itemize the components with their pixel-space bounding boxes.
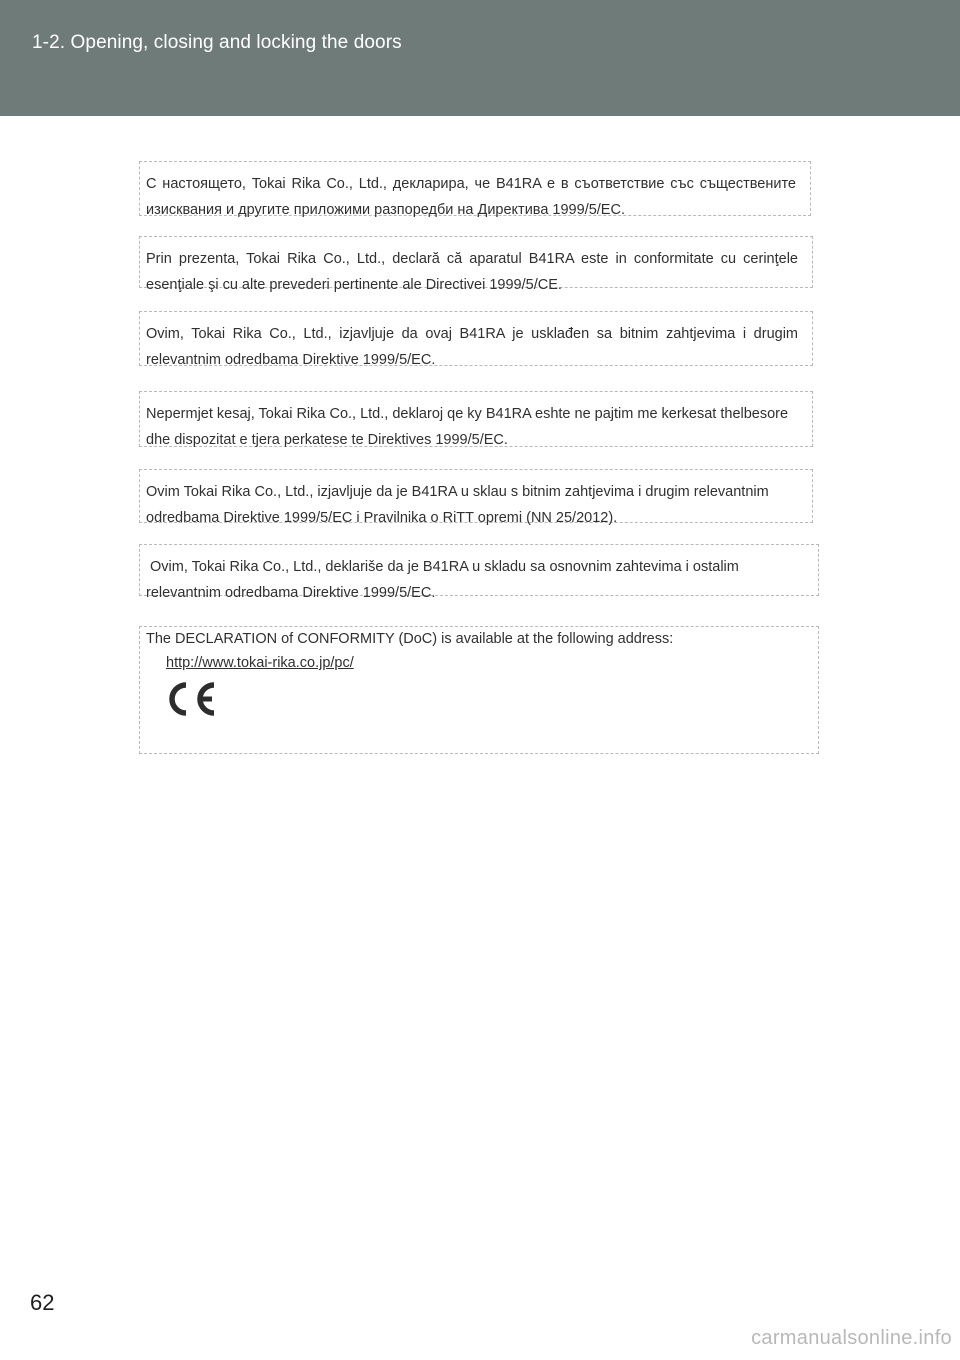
declaration-line: С настоящето, Tokai Rika Co., Ltd., декларира, че B41RA е в съответствие със съществените [146,176,796,192]
declaration-croatian-ritt [139,469,813,526]
page-number: 62 [30,1290,55,1315]
declaration-serbian [139,544,819,601]
declaration-line: relevantnim odredbama Direktive 1999/5/EC. [146,585,436,601]
declaration-line: dhe dispozitat e tjera perkatese te Direktives 1999/5/EC. [146,432,508,448]
declaration-albanian [139,391,813,447]
declaration-line: Ovim, Tokai Rika Co., Ltd., deklariše da je B41RA u skladu sa osnovnim zahtevima i ostalim [150,559,739,575]
section-header [0,0,960,116]
declaration-line: Prin prezenta, Tokai Rika Co., Ltd., declară că aparatul B41RA este in conformitate cu cerinţele [146,251,798,267]
declaration-line: изисквания и другите приложими разпоредби на Директива 1999/5/EC. [146,202,625,218]
declaration-bulgarian [139,161,811,216]
watermark: carmanualsonline.info [751,1327,952,1349]
section-title: 1-2. Opening, closing and locking the doors [32,32,402,53]
declaration-line: Ovim, Tokai Rika Co., Ltd., izjavljuje da ovaj B41RA je usklađen sa bitnim zahtjevima i drugim [146,326,798,342]
declaration-line: odredbama Direktive 1999/5/EC i Pravilnika o RiTT opremi (NN 25/2012). [146,510,618,526]
doc-url-link[interactable]: http://www.tokai-rika.co.jp/pc/ [166,655,354,671]
declaration-line: Ovim Tokai Rika Co., Ltd., izjavljuje da je B41RA u sklau s bitnim zahtjevima i drugim relevantnim [146,484,769,500]
doc-availability-text: The DECLARATION of CONFORMITY (DoC) is available at the following address: [146,631,674,647]
declaration-line: relevantnim odredbama Direktive 1999/5/EC. [146,352,436,368]
doc-availability-box [139,626,819,754]
declaration-line: Nepermjet kesaj, Tokai Rika Co., Ltd., deklaroj qe ky B41RA eshte ne pajtim me kerkesat thelbesore [146,406,789,422]
declaration-croatian [139,311,813,366]
declaration-line: esenţiale şi cu alte prevederi pertinente ale Directivei 1999/5/CE. [146,277,562,293]
ce-mark-icon [164,679,220,719]
declaration-romanian [139,236,813,293]
